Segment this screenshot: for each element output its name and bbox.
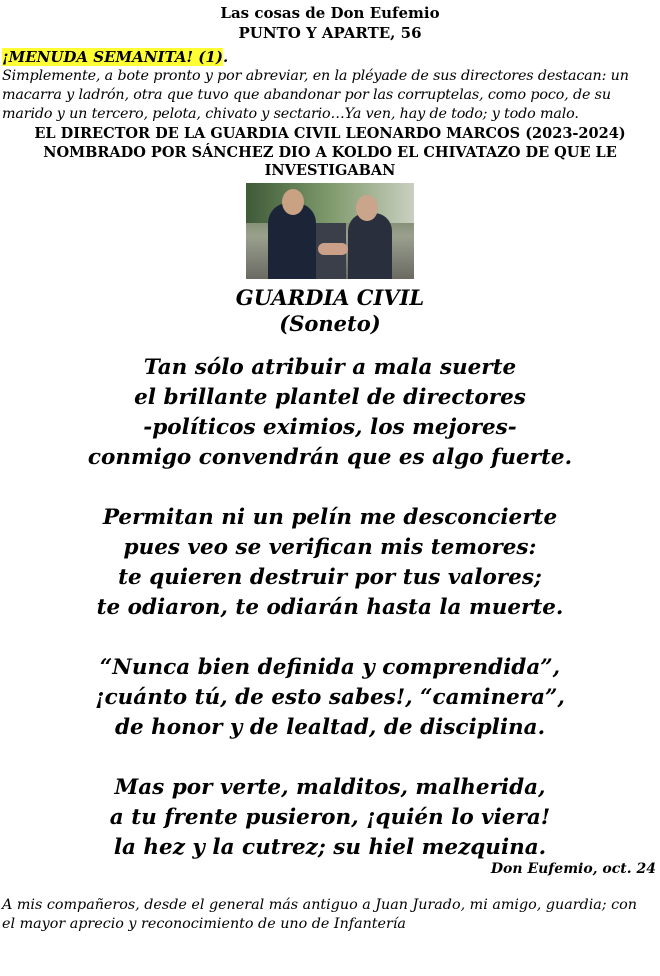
poem-line: Permitan ni un pelín me desconcierte <box>102 504 558 530</box>
highlight-heading <box>2 47 660 67</box>
intro-paragraph: Simplemente, a bote pronto y por abreviar, en la pléyade de sus directores destacan: un macarra y ladrón, otra que tuvo que abandonar por las corruptelas, como poco, de su marido y un tercero, pelota, chivato y sectario…Ya ven, hay de todo; y todo malo. <box>2 68 629 122</box>
stanza-2 <box>0 503 660 623</box>
poem-line: de honor y de lealtad, de disciplina. <box>114 714 546 740</box>
highlighted-text: ¡MENUDA SEMANITA! (1) <box>2 48 223 66</box>
photo-container <box>0 183 660 279</box>
highlight-trailing: . <box>222 48 229 66</box>
poem-line: el brillante plantel de directores <box>134 384 526 410</box>
stanza-4 <box>0 773 660 863</box>
dedication: A mis compañeros, desde el general más antiguo a Juan Jurado, mi amigo, guardia; con el mayor aprecio y reconocimiento de uno de Infantería <box>2 896 637 932</box>
news-photo <box>246 183 414 279</box>
poem-body <box>0 353 660 863</box>
column-title: Las cosas de Don Eufemio <box>220 4 440 22</box>
poem-line: la hez y la cutrez; su hiel mezquina. <box>113 834 547 860</box>
poem-line: -políticos eximios, los mejores- <box>143 414 517 440</box>
signature: Don Eufemio, oct. 24 <box>490 860 656 877</box>
news-headline: EL DIRECTOR DE LA GUARDIA CIVIL LEONARDO MARCOS (2023-2024) NOMBRADO POR SÁNCHEZ DIO A KOLDO EL CHIVATAZO DE QUE LE INVESTIGABAN <box>34 125 626 179</box>
poem-subtitle: (Soneto) <box>279 310 381 336</box>
poem-title: GUARDIA CIVIL <box>235 284 425 310</box>
poem-line: “Nunca bien definida y comprendida”, <box>99 654 561 680</box>
article-subtitle: PUNTO Y APARTE, 56 <box>238 24 422 42</box>
poem-line: Mas por verte, malditos, malherida, <box>114 774 546 800</box>
poem-line: a tu frente pusieron, ¡quién lo viera! <box>109 804 551 830</box>
poem-line: te quieren destruir por tus valores; <box>118 564 542 590</box>
poem-line: ¡cuánto tú, de esto sabes!, “caminera”, <box>95 684 565 710</box>
poem-line: Tan sólo atribuir a mala suerte <box>143 354 517 380</box>
poem-line: te odiaron, te odiarán hasta la muerte. <box>96 594 564 620</box>
stanza-1 <box>0 353 660 473</box>
poem-line: pues veo se verifican mis temores: <box>123 534 537 560</box>
stanza-3 <box>0 653 660 743</box>
poem-line: conmigo convendrán que es algo fuerte. <box>87 444 573 470</box>
